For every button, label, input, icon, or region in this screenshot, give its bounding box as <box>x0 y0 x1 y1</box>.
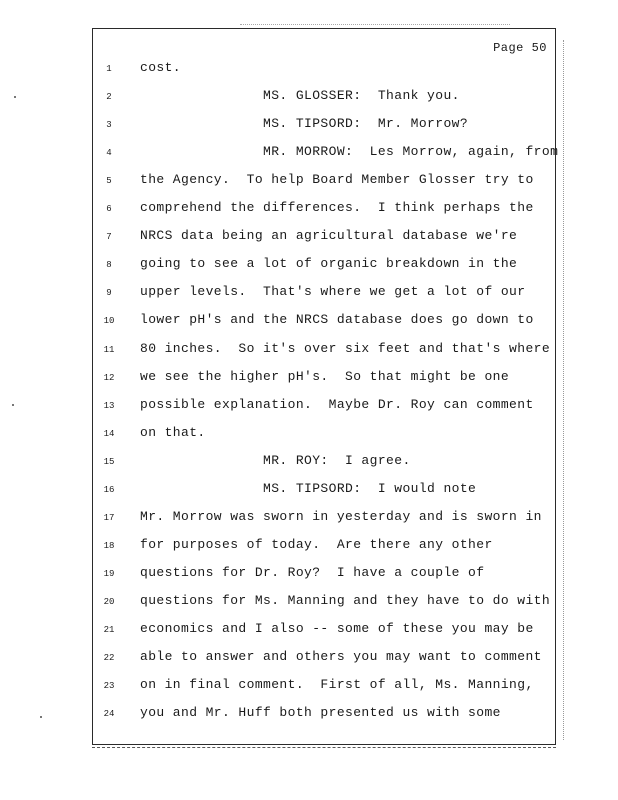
line-number: 11 <box>103 344 115 355</box>
line-text: economics and I also -- some of these you may be <box>140 621 534 636</box>
transcript-line <box>0 649 618 677</box>
line-text: comprehend the differences. I think perhaps the <box>140 200 534 216</box>
line-text: possible explanation. Maybe Dr. Roy can comment <box>140 396 534 412</box>
line-text: you and Mr. Huff both presented us with some <box>140 705 501 721</box>
line-number: 12 <box>103 372 115 383</box>
transcript-line <box>0 509 618 537</box>
transcript-line <box>0 228 618 256</box>
line-number: 5 <box>106 176 112 187</box>
transcript-line <box>0 705 618 733</box>
transcript-line <box>0 397 618 425</box>
transcript-line <box>0 88 618 116</box>
line-number: 18 <box>103 540 115 551</box>
transcript-line <box>0 60 618 88</box>
line-text: lower pH's and the NRCS database does go down to <box>140 312 534 328</box>
line-number: 20 <box>103 596 115 607</box>
line-text: upper levels. That's where we get a lot of our <box>140 284 526 300</box>
line-text: questions for Dr. Roy? I have a couple of <box>140 564 485 580</box>
transcript-line <box>0 200 618 228</box>
transcript-line <box>0 172 618 200</box>
line-number: 17 <box>103 512 115 523</box>
line-text: MR. MORROW: Les Morrow, again, from <box>140 144 559 160</box>
line-number: 7 <box>106 232 112 243</box>
line-text: 80 inches. So it's over six feet and that's where <box>140 340 551 356</box>
line-number: 23 <box>103 681 115 692</box>
line-text: MS. GLOSSER: Thank you. <box>140 88 460 104</box>
line-number: 6 <box>106 204 112 215</box>
transcript-line <box>0 677 618 705</box>
transcript-line <box>0 284 618 312</box>
line-number: 9 <box>106 288 112 299</box>
line-number: 15 <box>103 456 115 467</box>
transcript-line <box>0 621 618 649</box>
line-text: NRCS data being an agricultural database we're <box>140 228 518 244</box>
line-text: we see the higher pH's. So that might be one <box>140 368 510 384</box>
transcript-line <box>0 341 618 369</box>
transcript-line <box>0 312 618 340</box>
transcript-line <box>0 481 618 509</box>
line-text: on in final comment. First of all, Ms. Manning, <box>140 677 534 693</box>
line-text: cost. <box>140 60 182 75</box>
line-text: questions for Ms. Manning and they have to do with <box>140 592 551 608</box>
line-number: 21 <box>103 625 115 635</box>
line-number: 3 <box>106 120 112 131</box>
line-text: on that. <box>140 424 206 440</box>
transcript-line <box>0 593 618 621</box>
line-number: 2 <box>106 92 112 103</box>
transcript-line <box>0 369 618 397</box>
line-number: 10 <box>103 316 115 327</box>
line-text: MS. TIPSORD: Mr. Morrow? <box>140 116 469 132</box>
transcript-line <box>0 565 618 593</box>
line-number: 14 <box>103 428 115 439</box>
transcript-line <box>0 116 618 144</box>
line-text: the Agency. To help Board Member Glosser try to <box>140 172 534 188</box>
line-text: going to see a lot of organic breakdown in the <box>140 256 518 272</box>
page-number: Page 50 <box>493 41 547 55</box>
line-number: 8 <box>106 260 112 271</box>
line-number: 24 <box>103 709 115 720</box>
transcript-line <box>0 425 618 453</box>
line-text: able to answer and others you may want to comment <box>140 649 542 665</box>
line-text: for purposes of today. Are there any other <box>140 536 493 552</box>
scan-top-marks <box>240 24 510 26</box>
line-number: 1 <box>106 64 112 74</box>
transcript-line <box>0 256 618 284</box>
line-number: 19 <box>103 568 115 579</box>
line-text: Mr. Morrow was sworn in yesterday and is sworn in <box>140 508 542 524</box>
line-number: 13 <box>103 400 115 411</box>
transcript-line <box>0 537 618 565</box>
line-number: 16 <box>103 484 115 495</box>
transcript-line <box>0 453 618 481</box>
line-number: 22 <box>103 653 115 664</box>
transcript-line <box>0 144 618 172</box>
line-number: 4 <box>106 148 112 159</box>
line-text: MS. TIPSORD: I would note <box>140 480 477 496</box>
line-text: MR. ROY: I agree. <box>140 452 411 468</box>
